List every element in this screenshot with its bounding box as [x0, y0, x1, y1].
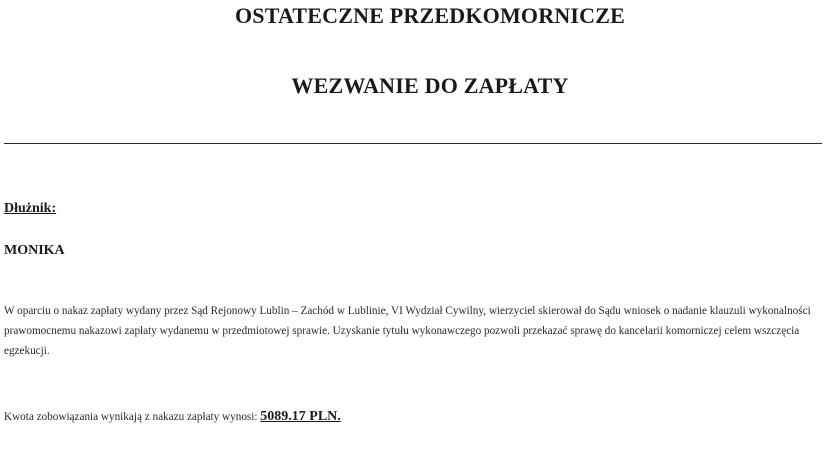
document-title: OSTATECZNE PRZEDKOMORNICZE [234, 3, 626, 28]
horizontal-divider [4, 143, 822, 144]
debtor-label: Dłużnik: [4, 201, 57, 216]
body-paragraph: W oparciu o nakaz zapłaty wydany przez Sąd Rejonowy Lublin – Zachód w Lublinie, VI Wydział Cywilny, wierzyciel skierował do Sądu wniosek o nadanie klauzuli wykonalności prawomocnemu nakazowi zapłaty wydanemu w przedmiotowej sprawie. Uzyskanie tytułu wykonawczego pozwoli przekazać sprawę do kancelarii komorniczej celem wszczęcia egzekucji. [4, 305, 811, 357]
amount-label: Kwota zobowiązania wynikają z nakazu zapłaty wynosi: [4, 411, 261, 423]
amount-value: 5089.17 PLN. [260, 409, 341, 424]
amount-line [4, 409, 341, 425]
document-subtitle: WEZWANIE DO ZAPŁATY [291, 73, 569, 98]
debtor-name: MONIKA [4, 243, 65, 258]
